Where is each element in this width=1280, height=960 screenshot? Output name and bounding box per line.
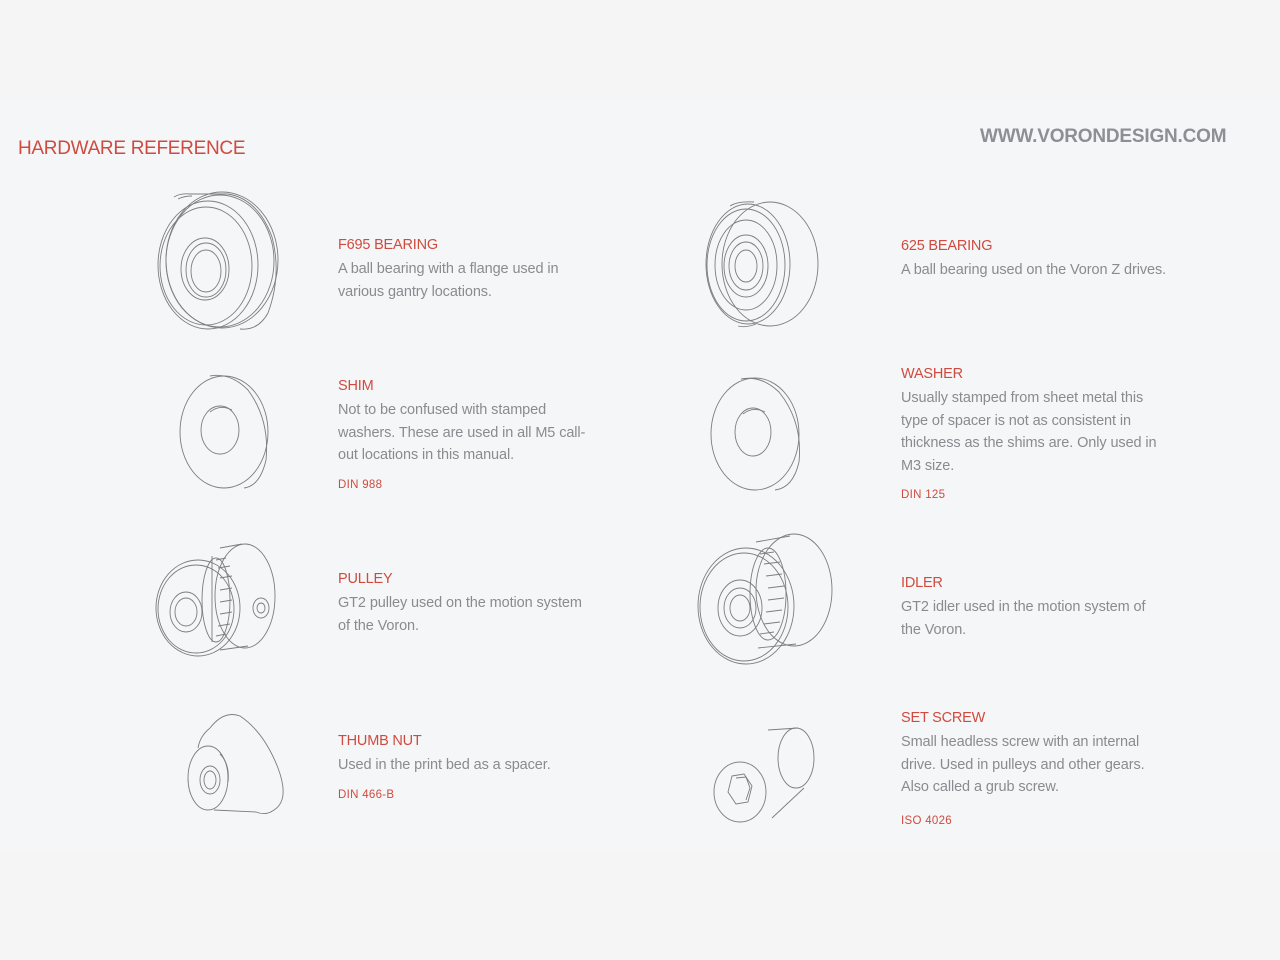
- flanged-bearing-icon: [150, 185, 290, 340]
- item-name: 625 BEARING: [901, 238, 993, 254]
- item-description: A ball bearing with a flange used in various gantry locations.: [338, 261, 559, 300]
- hardware-item-idler: [901, 574, 1161, 641]
- hardware-item-washer: [901, 365, 1161, 501]
- item-standard: ISO 4026: [901, 814, 952, 827]
- shim-icon: [170, 368, 280, 496]
- item-name: IDLER: [901, 575, 943, 591]
- item-name: THUMB NUT: [338, 733, 422, 749]
- item-standard: DIN 988: [338, 478, 383, 491]
- thumb-nut-icon: [180, 708, 300, 820]
- hardware-item-pulley: [338, 570, 588, 637]
- item-description: Used in the print bed as a spacer.: [338, 757, 551, 773]
- hardware-item-shim: [338, 377, 598, 491]
- set-screw-icon: [708, 722, 823, 830]
- idler-icon: [694, 530, 839, 670]
- washer-icon: [705, 370, 815, 498]
- item-standard: DIN 125: [901, 489, 946, 501]
- pulley-icon: [150, 538, 285, 663]
- item-name: SHIM: [338, 378, 374, 394]
- section-title: HARDWARE REFERENCE: [18, 138, 246, 159]
- item-description: Small headless screw with an internal drive. Used in pulleys and other gears. Also called a grub screw.: [901, 734, 1145, 795]
- item-description: A ball bearing used on the Voron Z drives.: [901, 262, 1167, 278]
- item-name: WASHER: [901, 366, 963, 382]
- item-description: GT2 pulley used on the motion system of the Voron.: [338, 595, 582, 634]
- item-description: GT2 idler used in the motion system of the Voron.: [901, 599, 1146, 638]
- item-name: PULLEY: [338, 571, 393, 587]
- website-link[interactable]: WWW.VORONDESIGN.COM: [980, 126, 1227, 147]
- item-name: F695 BEARING: [338, 237, 438, 253]
- item-description: Not to be confused with stamped washers. These are used in all M5 call-out locations in this manual.: [338, 402, 586, 463]
- item-name: SET SCREW: [901, 710, 986, 726]
- item-description: Usually stamped from sheet metal this type of spacer is not as consistent in thickness as the shims are. Only used in M3 size.: [901, 390, 1157, 474]
- hardware-item-thumb-nut: [338, 732, 598, 801]
- hardware-item-f695-bearing: [338, 236, 598, 303]
- hardware-item-625-bearing: [901, 237, 1191, 282]
- hardware-item-set-screw: [901, 709, 1161, 827]
- item-standard: DIN 466-B: [338, 788, 395, 801]
- bearing-icon: [698, 196, 828, 336]
